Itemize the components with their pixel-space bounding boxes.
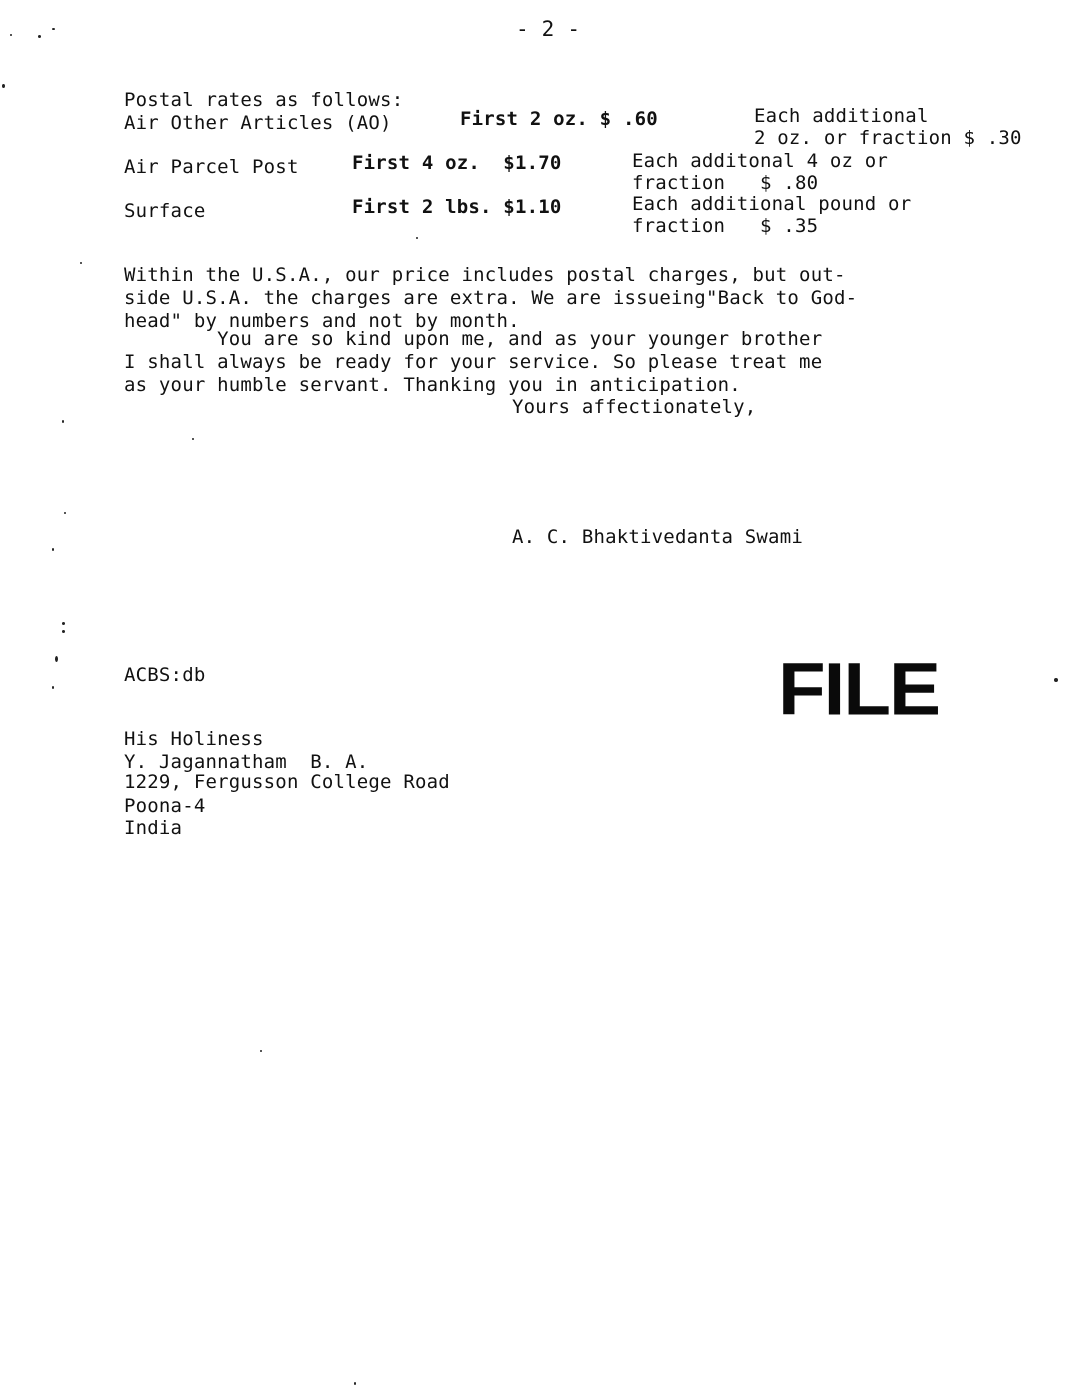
rate-additional-line1: Each additonal 4 oz or xyxy=(632,150,889,172)
scan-speck xyxy=(416,237,418,239)
file-stamp: FILE xyxy=(778,647,939,731)
scan-speck xyxy=(62,622,65,625)
scan-speck xyxy=(62,630,65,633)
body-line: You are so kind upon me, and as your younger brother xyxy=(124,328,823,350)
address-line: India xyxy=(124,817,183,839)
rate-additional-line2: fraction $ .80 xyxy=(632,172,819,194)
body-line: I shall always be ready for your service. So please treat me xyxy=(124,351,823,373)
scan-speck xyxy=(2,84,5,88)
rate-additional-line1: Each additional pound or xyxy=(632,193,912,215)
reference-initials: ACBS:db xyxy=(124,664,206,686)
rate-additional-line1: Each additional xyxy=(754,105,929,127)
address-line: Poona-4 xyxy=(124,795,206,817)
scan-speck xyxy=(64,512,66,514)
scan-speck xyxy=(192,438,194,440)
rate-service: Surface xyxy=(124,200,206,222)
rate-first: First 4 oz. $1.70 xyxy=(352,152,562,174)
scan-speck xyxy=(10,34,12,36)
address-line: Y. Jagannatham B. A. xyxy=(124,751,369,773)
rates-heading: Postal rates as follows: xyxy=(124,89,404,111)
rate-service: Air Other Articles (AO) xyxy=(124,112,392,134)
scan-speck xyxy=(354,1382,356,1385)
body-line: side U.S.A. the charges are extra. We are issueing"Back to God- xyxy=(124,287,858,309)
scan-speck xyxy=(55,656,58,662)
scan-speck xyxy=(80,262,82,264)
scan-speck xyxy=(1054,678,1058,682)
rate-additional-line2: fraction $ .35 xyxy=(632,215,819,237)
closing: Yours affectionately, xyxy=(512,396,757,418)
rate-first: First 2 lbs. $1.10 xyxy=(352,196,562,218)
rate-first: First 2 oz. $ .60 xyxy=(460,108,658,130)
signature: A. C. Bhaktivedanta Swami xyxy=(512,526,803,548)
body-line: Within the U.S.A., our price includes postal charges, but out- xyxy=(124,264,846,286)
rate-additional-line2: 2 oz. or fraction $ .30 xyxy=(754,127,1022,149)
body-line: as your humble servant. Thanking you in anticipation. xyxy=(124,374,741,396)
scan-speck xyxy=(52,28,55,30)
scan-speck xyxy=(38,35,41,38)
scan-speck xyxy=(62,420,64,423)
address-line: 1229, Fergusson College Road xyxy=(124,771,450,793)
address-line: His Holiness xyxy=(124,728,264,750)
body-line: head" by numbers and not by month. xyxy=(124,310,520,332)
scan-speck xyxy=(52,686,54,689)
page-number: - 2 - xyxy=(516,17,581,41)
rate-service: Air Parcel Post xyxy=(124,156,299,178)
scan-speck xyxy=(52,548,54,551)
scan-speck xyxy=(260,1050,262,1052)
